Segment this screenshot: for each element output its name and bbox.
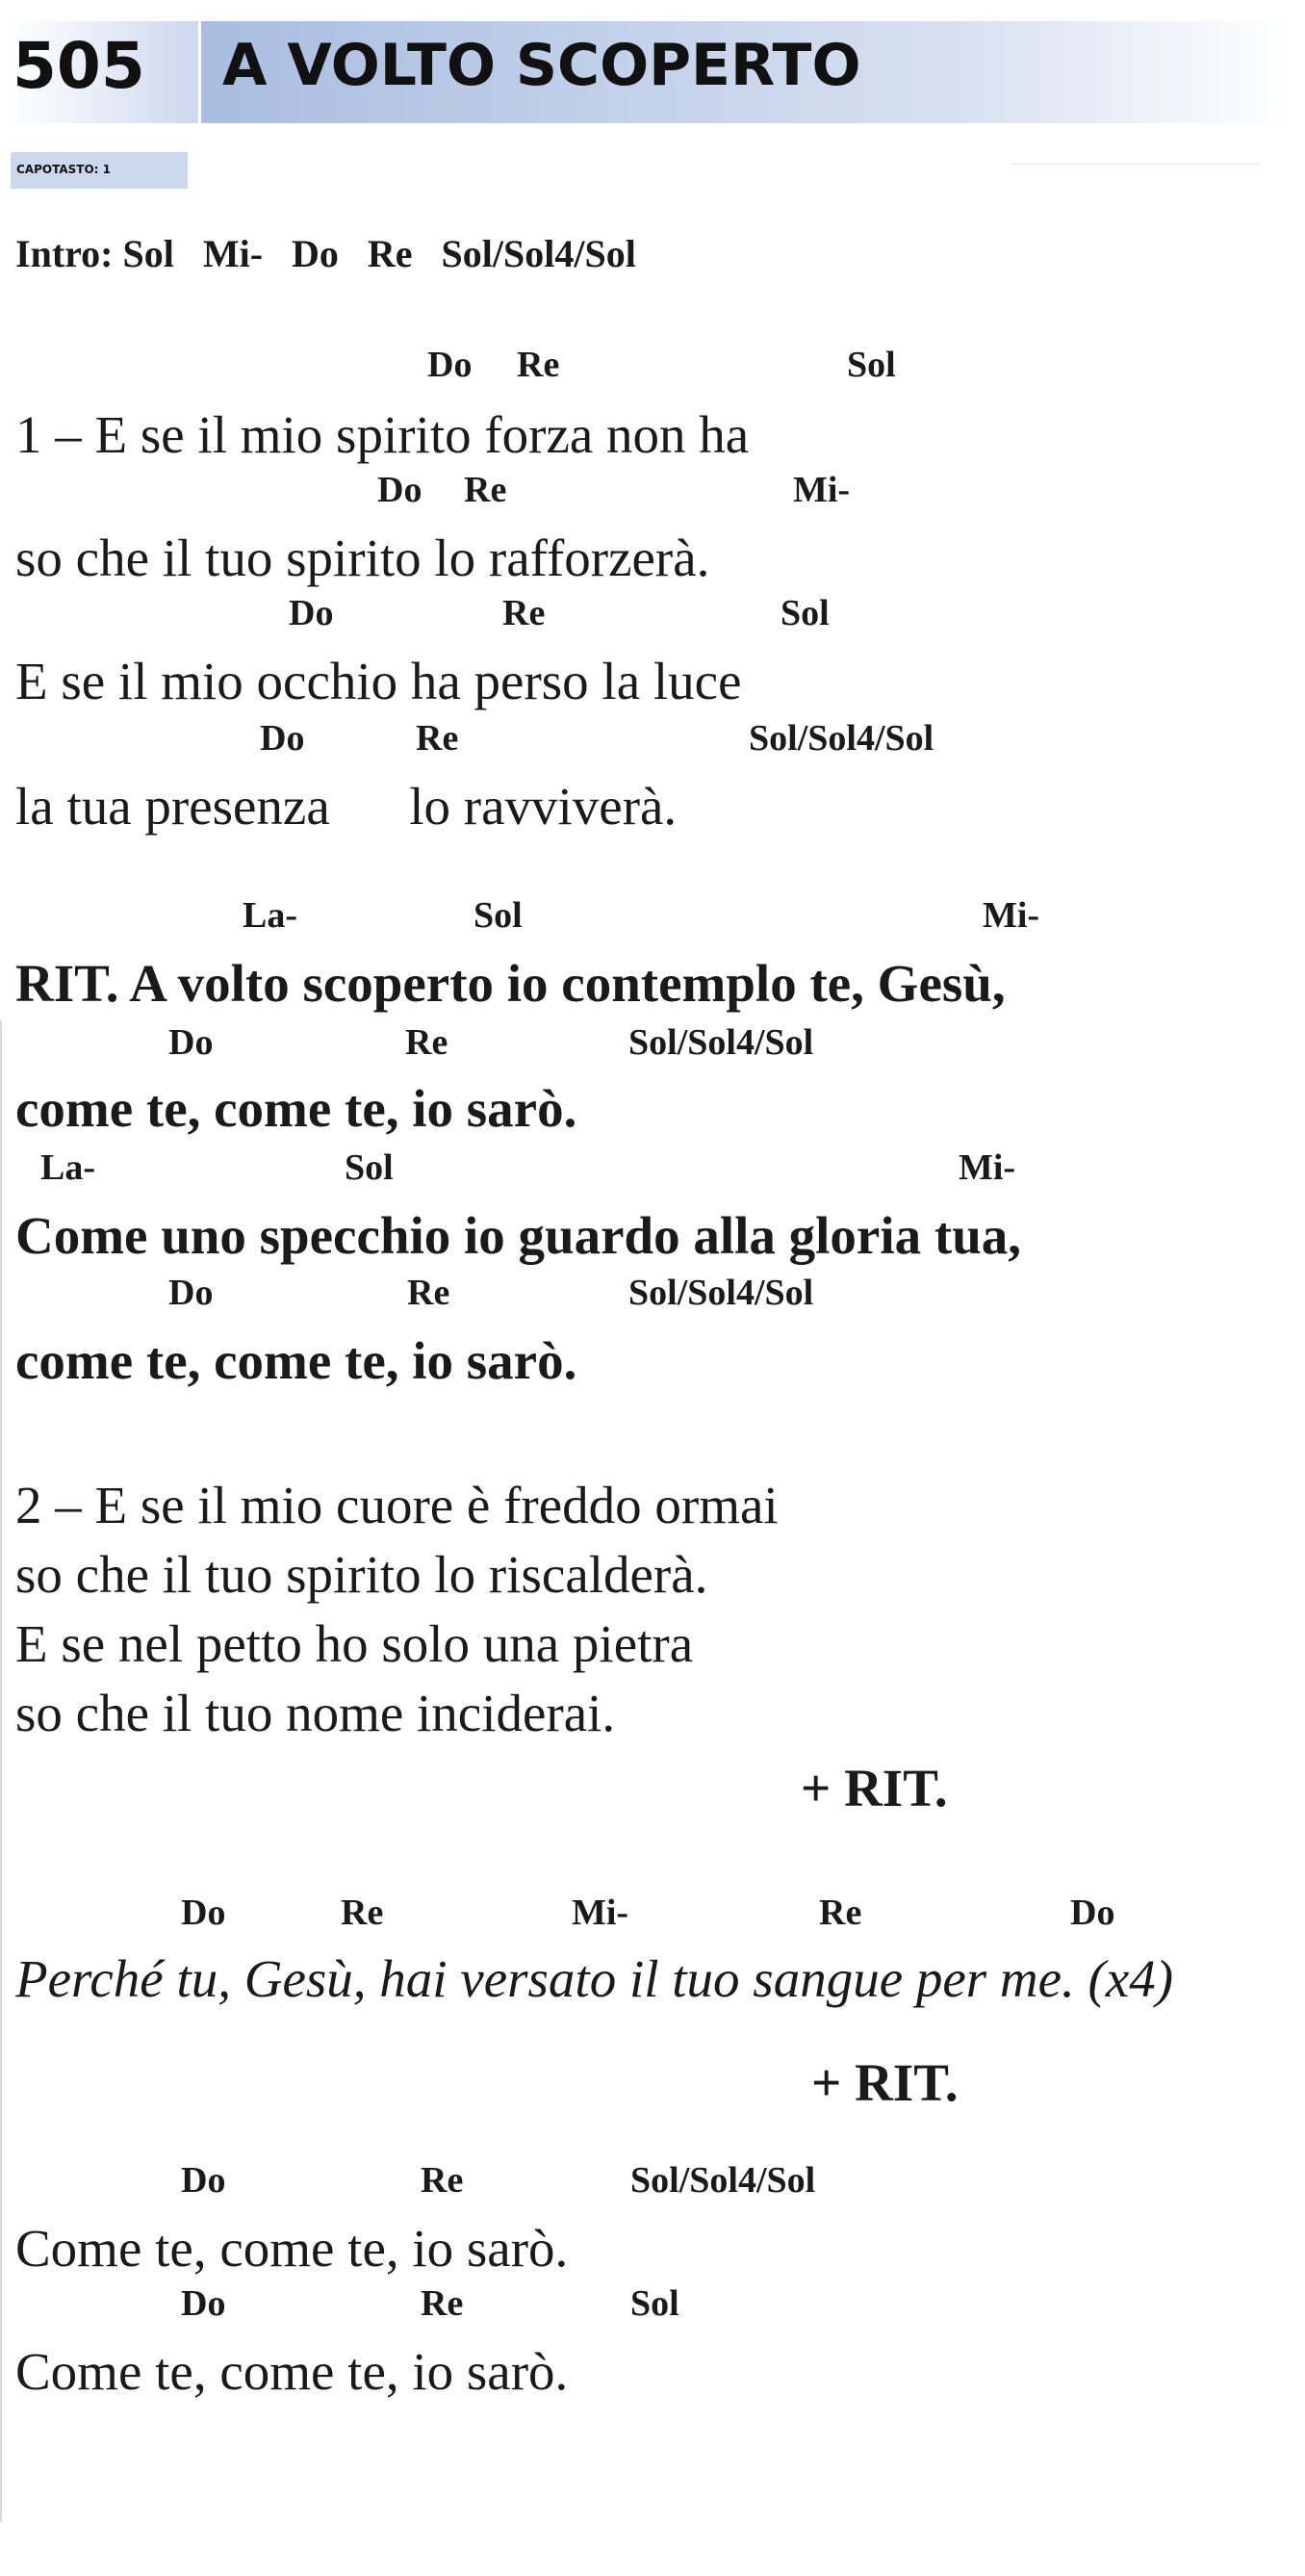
chord: Sol	[473, 895, 523, 936]
chord: Do	[168, 1022, 214, 1063]
lyric-line: E se il mio occhio ha perso la luce	[15, 652, 742, 710]
chord: Do	[427, 345, 473, 385]
chorus-line: RIT. A volto scoperto io contemplo te, Gesù,	[15, 954, 1006, 1013]
chord: Sol	[345, 1147, 394, 1188]
bridge-line: Perché tu, Gesù, hai versato il tuo sangue per me. (x4)	[15, 1949, 1174, 2008]
chord: Re	[502, 593, 546, 633]
chord: Do	[181, 2160, 226, 2201]
lyric-line: 1 – E se il mio spirito forza non ha	[15, 405, 750, 464]
refrain-marker: + RIT.	[811, 2053, 959, 2112]
song-title: A VOLTO SCOPERTO	[222, 32, 861, 99]
chord: Sol/Sol4/Sol	[630, 2160, 816, 2201]
chord: La-	[243, 895, 297, 936]
chord: Mi-	[572, 1893, 629, 1933]
chord: Re	[421, 2160, 464, 2201]
refrain-marker: + RIT.	[801, 1759, 948, 1817]
lyric-line: so che il tuo spirito lo riscalderà.	[15, 1545, 708, 1604]
chord: Do	[289, 593, 334, 633]
chord: Re	[341, 1893, 384, 1933]
song-title-box	[201, 21, 1291, 123]
chord: Re	[819, 1893, 862, 1933]
chord: Sol/Sol4/Sol	[628, 1273, 814, 1313]
song-number: 505	[13, 29, 145, 103]
chorus-line: come te, come te, io sarò.	[15, 1331, 577, 1390]
lyric-line: Come te, come te, io sarò.	[15, 2342, 569, 2401]
page-edge-line	[0, 1020, 2, 2522]
chord: Re	[407, 1273, 450, 1313]
chord: Do	[181, 1893, 226, 1933]
capo-label: CAPOTASTO: 1	[16, 163, 111, 176]
chord: Re	[517, 345, 560, 385]
chord: Sol	[780, 593, 830, 633]
chord: Re	[464, 470, 507, 510]
chorus-line: Come uno specchio io guardo alla gloria tua,	[15, 1206, 1022, 1265]
lyric-line: la tua presenza lo ravviverà.	[15, 777, 678, 836]
chord: Sol/Sol4/Sol	[749, 718, 934, 759]
chord: Do	[1070, 1893, 1115, 1933]
lyric-line: so che il tuo nome inciderai.	[15, 1684, 616, 1742]
chord: Do	[181, 2283, 226, 2324]
header-rule	[1011, 164, 1261, 165]
chord: Re	[421, 2283, 464, 2324]
chord: Mi-	[959, 1147, 1016, 1188]
chord: Do	[260, 718, 305, 759]
chord: Sol/Sol4/Sol	[628, 1022, 814, 1063]
chord: Do	[168, 1273, 214, 1313]
lyric-line: Come te, come te, io sarò.	[15, 2219, 569, 2278]
chord: La-	[40, 1147, 95, 1188]
lyric-line: so che il tuo spirito lo rafforzerà.	[15, 528, 710, 587]
chord: Do	[377, 470, 422, 510]
chord: Sol	[630, 2283, 679, 2324]
intro-line: Intro: Sol Mi- Do Re Sol/Sol4/Sol	[15, 232, 636, 275]
chord: Re	[416, 718, 459, 759]
lyric-line: E se nel petto ho solo una pietra	[15, 1614, 694, 1673]
chord: Sol	[847, 345, 896, 385]
chord: Mi-	[983, 895, 1040, 936]
song-header	[11, 21, 1291, 123]
chord: Mi-	[793, 470, 851, 510]
lyric-line: 2 – E se il mio cuore è freddo ormai	[15, 1476, 779, 1534]
capo-badge	[11, 152, 188, 189]
chord: Re	[405, 1022, 448, 1063]
song-number-box	[11, 21, 198, 123]
chorus-line: come te, come te, io sarò.	[15, 1079, 577, 1138]
